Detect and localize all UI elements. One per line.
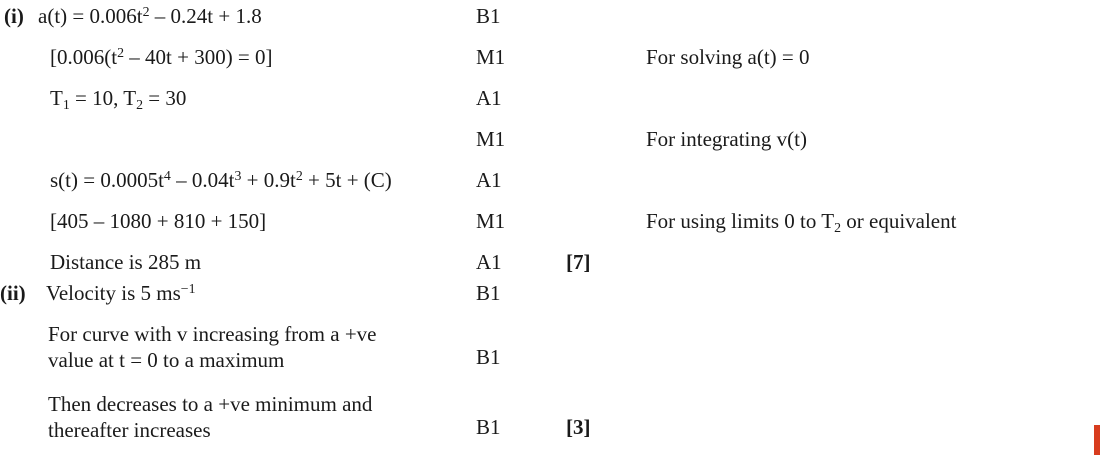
table-row (0, 322, 1090, 373)
table-row (0, 281, 1090, 306)
table-row (0, 250, 1090, 275)
mark-code: B1 (476, 4, 501, 28)
mark-code: A1 (476, 168, 502, 192)
page-edge-marker (1094, 425, 1100, 455)
working-text: $[0.006(t^2 - 40t + 300) = 0]$ (50, 45, 273, 69)
table-row (0, 4, 1090, 29)
working-text: Velocity is 5 $ms^{-1}$ (46, 281, 196, 305)
working-text: Distance is 285 m (50, 250, 202, 274)
comment-text: For using limits 0 to $T_2$ or equivalent (646, 209, 957, 235)
working-text: For curve with v increasing from a +ve value at t = 0 to a maximum (48, 322, 377, 372)
total-marks: [7] (566, 250, 591, 274)
comment-text: For solving a(t) = 0 (646, 45, 810, 69)
mark-code: A1 (476, 86, 502, 110)
table-row (0, 209, 1090, 236)
mark-code: A1 (476, 250, 502, 274)
mark-code: M1 (476, 209, 506, 233)
working-text: $s(t) = 0.0005t^4 - 0.04t^3 + 0.9t^2 + 5t + (C)$ (50, 168, 392, 192)
working-text: $a(t) = 0.006t^2 - 0.24t + 1.8$ (38, 4, 262, 28)
mark-code: B1 (476, 281, 501, 305)
mark-code: M1 (476, 45, 506, 69)
comment-text: For integrating v(t) (646, 127, 807, 151)
working-text: Then decreases to a +ve minimum and thereafter increases (48, 392, 373, 442)
mark-code: B1 (476, 415, 501, 440)
table-row (0, 127, 1090, 152)
part-label: (i) (4, 4, 24, 28)
total-marks: [3] (566, 415, 591, 440)
table-row (0, 86, 1090, 113)
table-row (0, 45, 1090, 70)
working-text: [405 – 1080 + 810 + 150] (50, 209, 267, 233)
mark-code: M1 (476, 127, 506, 151)
mark-code: B1 (476, 345, 501, 370)
table-row (0, 168, 1090, 193)
part-label: (ii) (0, 281, 26, 305)
table-row (0, 392, 1090, 443)
working-text: $T_1 = 10$, $T_2 = 30$ (50, 86, 187, 112)
